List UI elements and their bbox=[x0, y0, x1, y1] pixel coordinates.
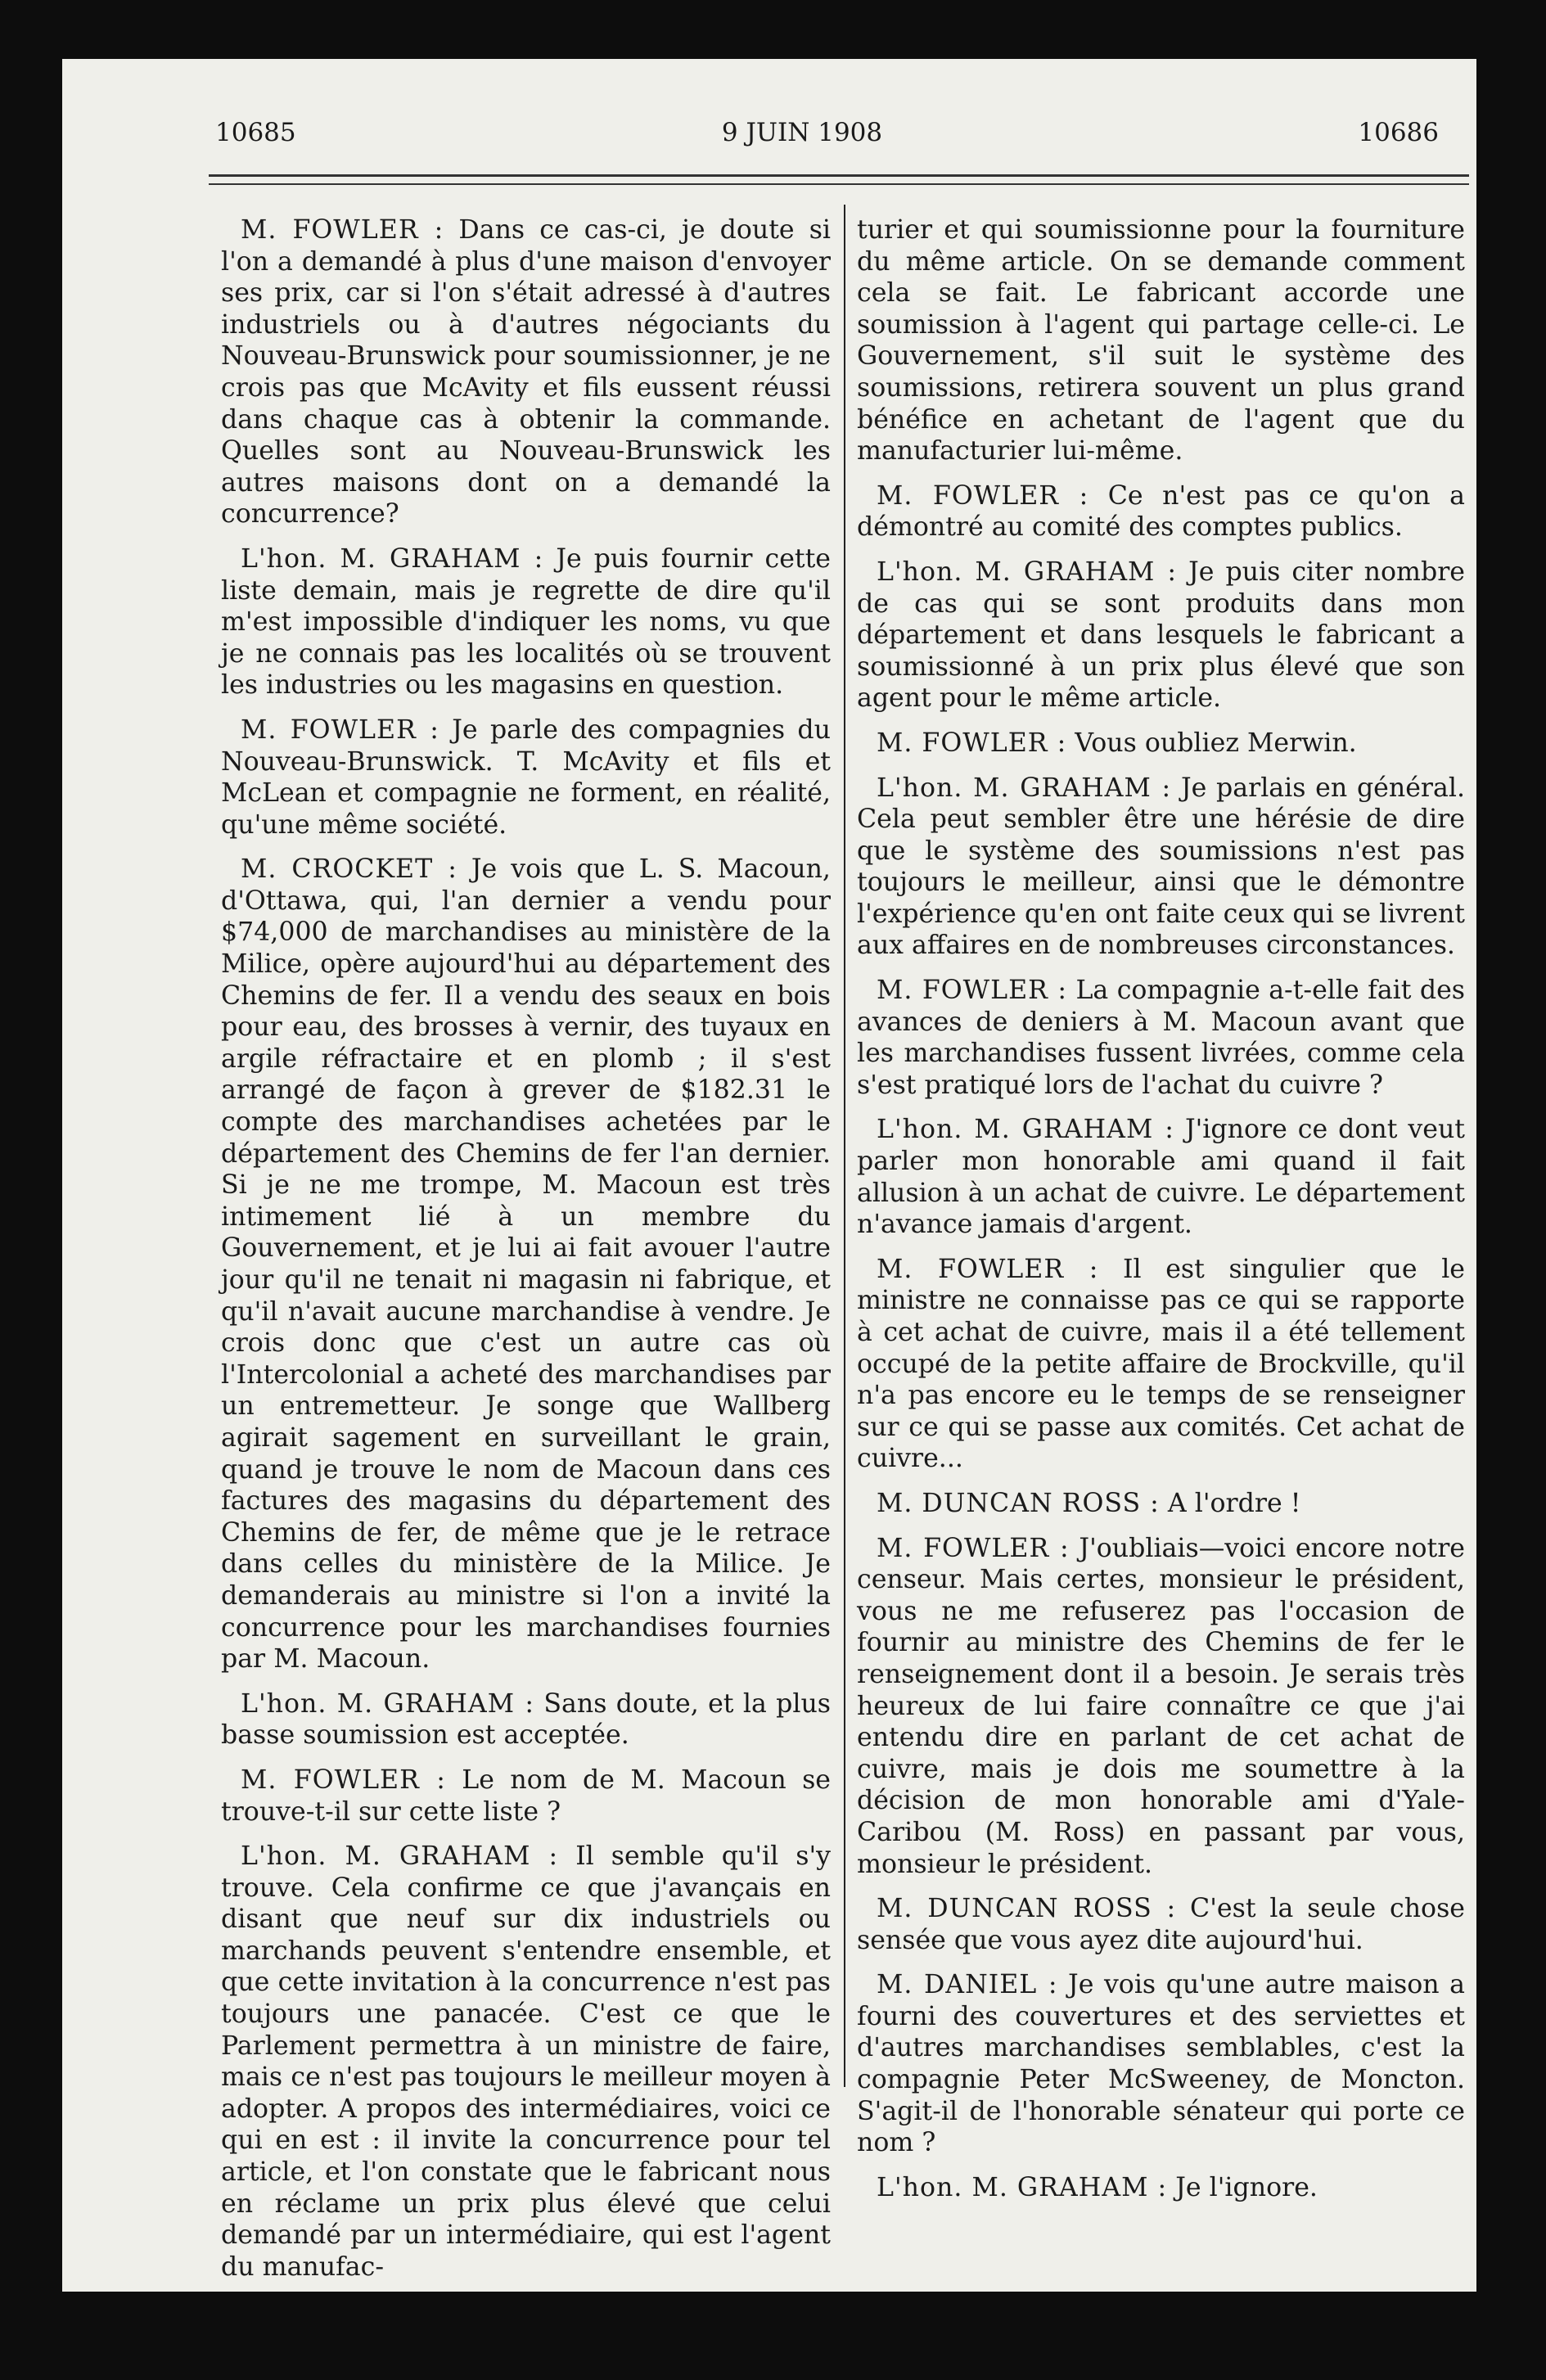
speaker-name: L'hon. M. GRAHAM : bbox=[241, 543, 544, 574]
paragraph-text: J'oubliais—voici encore notre censeur. Mais certes, monsieur le président, vous ne me refuserez pas l'occasion de fournir au ministre des Chemins de fer le renseignement dont il a besoin. Je serais très heureux de lui faire connaître ce que j'ai entendu dire en parlant de cet achat de cuivre, mais je dois me soumettre à la décision de mon honorable ami d'Yale-Caribou (M. Ross) en passant par vous, monsieur le président. bbox=[857, 1533, 1465, 1879]
paragraph-text: J'ignore ce dont veut parler mon honorable ami quand il fait allusion à un achat de cuivre. Le département n'avance jamais d'argent. bbox=[857, 1115, 1466, 1240]
paragraph-text: Sans doute, et la plus basse soumission est acceptée. bbox=[221, 1688, 832, 1751]
page-date: 9 JUIN 1908 bbox=[721, 118, 883, 147]
paragraph bbox=[221, 1841, 831, 2283]
paragraph bbox=[221, 854, 831, 1675]
speaker-name: M. FOWLER : bbox=[877, 480, 1089, 511]
speaker-name: L'hon. M. GRAHAM : bbox=[241, 1841, 559, 1872]
page-number-left: 10685 bbox=[215, 118, 296, 147]
paragraph bbox=[221, 1765, 831, 1828]
paragraph bbox=[221, 1688, 831, 1751]
speaker-name: M. FOWLER : bbox=[241, 1765, 446, 1795]
paragraph bbox=[857, 1969, 1465, 2159]
scan-border-bottom bbox=[0, 2292, 1546, 2380]
paragraph bbox=[221, 543, 831, 701]
speaker-name: M. FOWLER : bbox=[877, 976, 1068, 1006]
paragraph bbox=[857, 1533, 1465, 1881]
paragraph bbox=[857, 480, 1465, 543]
speaker-name: M. DUNCAN ROSS : bbox=[877, 1488, 1160, 1518]
paragraph-text: Le nom de M. Macoun se trouve-t-il sur cette liste ? bbox=[221, 1765, 831, 1827]
paragraph bbox=[221, 714, 831, 841]
speaker-name: L'hon. M. GRAHAM : bbox=[877, 773, 1172, 803]
paragraph bbox=[857, 1893, 1465, 1956]
paragraph-text: Je vois que L. S. Macoun, d'Ottawa, qui, l'an dernier a vendu pour $74,000 de marchandises au ministère de la Milice, opère aujourd'hui au département des Chemins de fer. Il a vendu des seaux en bois pour eau, des brosses à vernir, des tuyaux en argile réfractaire et en plomb ; il s'est arrangé de façon à grever de $182.31 le compte des marchandises achetées par le département des Chemins de fer l'an dernier. Si je ne me trompe, M. Macoun est très intimement lié à un membre du Gouvernement, et je lui ai fait avouer l'autre jour qu'il ne tenait ni magasin ni fabrique, et qu'il n'avait aucune marchandise à vendre. Je crois donc que c'est un autre cas où l'Intercolonial a acheté des marchandises par un entremetteur. Je songe que Wallberg agirait sagement en surveillant le grain, quand je trouve le nom de Macoun dans ces factures des magasins du département des Chemins de fer, de même que je le retrace dans celles du ministère de la Milice. Je demanderais au ministre si l'on a invité la concurrence pour les marchandises fournies par M. Macoun. bbox=[221, 854, 831, 1675]
paragraph bbox=[857, 1114, 1465, 1240]
left-column bbox=[221, 214, 831, 2296]
scan-border-left bbox=[0, 0, 62, 2380]
paragraph bbox=[857, 2172, 1465, 2204]
paragraph bbox=[857, 728, 1465, 760]
paragraph bbox=[857, 773, 1465, 962]
paragraph bbox=[857, 557, 1465, 714]
column-divider bbox=[844, 205, 845, 2087]
paragraph-text: Je l'ignore. bbox=[1175, 2172, 1318, 2202]
paragraph-text: Dans ce cas-ci, je doute si l'on a demandé à plus d'une maison d'envoyer ses prix, car si l'on s'était adressé à d'autres industriels ou à d'autres négociants du Nouveau-Brunswick pour soumissionner, je ne crois pas que McAvity et fils eussent réussi dans chaque cas à obtenir la commande. Quelles sont au Nouveau-Brunswick les autres maisons dont on a demandé la concurrence? bbox=[221, 215, 832, 530]
paragraph-text: Je vois qu'une autre maison a fourni des couvertures et des serviettes et d'autres marchandises semblables, c'est la compagnie Peter McSweeney, de Moncton. S'agit-il de l'honorable sénateur qui porte ce nom ? bbox=[857, 1970, 1465, 2158]
paragraph bbox=[857, 975, 1465, 1101]
paragraph-text: Vous oubliez Merwin. bbox=[1075, 728, 1357, 758]
speaker-name: L'hon. M. GRAHAM : bbox=[877, 557, 1178, 587]
header-rule-top bbox=[209, 174, 1469, 177]
page-header bbox=[151, 108, 1453, 149]
speaker-name: L'hon. M. GRAHAM : bbox=[877, 2172, 1168, 2202]
speaker-name: M. CROCKET : bbox=[241, 854, 457, 885]
speaker-name: M. FOWLER : bbox=[877, 728, 1067, 758]
speaker-name: M. FOWLER : bbox=[241, 215, 444, 245]
right-column bbox=[857, 214, 1465, 2216]
paragraph bbox=[857, 1254, 1465, 1475]
page-number-right: 10686 bbox=[1358, 118, 1439, 147]
speaker-name: M. FOWLER : bbox=[241, 714, 439, 745]
paragraph-text: Il est singulier que le ministre ne connaisse pas ce qui se rapporte à cet achat de cuivre, mais il a été tellement occupé de la petite affaire de Brockville, qu'il n'a pas encore eu le temps de se renseigner sur ce qui se passe aux comités. Cet achat de cuivre... bbox=[857, 1254, 1466, 1474]
speaker-name: L'hon. M. GRAHAM : bbox=[877, 1115, 1174, 1145]
paragraph-text: A l'ordre ! bbox=[1167, 1488, 1301, 1518]
paragraph-text: La compagnie a-t-elle fait des avances de deniers à M. Macoun avant que les marchandises fussent livrées, comme cela s'est pratiqué lors de l'achat du cuivre ? bbox=[857, 976, 1466, 1100]
paragraph-text: C'est la seule chose sensée que vous ayez dite aujourd'hui. bbox=[857, 1894, 1465, 1955]
paragraph-text: Ce n'est pas ce qu'on a démontré au comité des comptes publics. bbox=[857, 480, 1466, 543]
speaker-name: M. DANIEL : bbox=[877, 1970, 1058, 2000]
paragraph-text: Je parlais en général. Cela peut sembler être une hérésie de dire que le système des soumissions n'est pas toujours le meilleur, ainsi que le démontre l'expérience qu'en ont faite ceux qui se livrent aux affaires en de nombreuses circonstances. bbox=[857, 773, 1465, 961]
speaker-name: M. DUNCAN ROSS : bbox=[877, 1894, 1177, 1924]
paragraph-text: Je puis citer nombre de cas qui se sont produits dans mon département et dans lesquels le fabricant a soumissionné à un prix plus élevé que son agent pour le même article. bbox=[857, 557, 1466, 714]
speaker-name: M. FOWLER : bbox=[877, 1254, 1099, 1284]
scan-border-top bbox=[0, 0, 1546, 59]
paragraph-text: Je puis fournir cette liste demain, mais je regrette de dire qu'il m'est impossible d'indiquer les noms, vu que je ne connais pas les localités où se trouvent les industries ou les magasins en question. bbox=[221, 543, 831, 701]
paragraph-text: Il semble qu'il s'y trouve. Cela confirme ce que j'avançais en disant que neuf sur dix industriels ou marchands peuvent s'entendre ensemble, et que cette invitation à la concurrence n'est pas toujours une panacée. C'est ce que le Parlement permettra à un ministre de faire, mais ce n'est pas toujours le meilleur moyen à adopter. A propos des intermédiaires, voici ce qui en est : il invite la concurrence pour tel article, et l'on constate que le fabricant nous en réclame un prix plus élevé que celui demandé par un intermédiaire, qui est l'agent du manufac- bbox=[221, 1841, 831, 2282]
scan-border-right bbox=[1476, 0, 1546, 2380]
paragraph bbox=[857, 1488, 1465, 1520]
paragraph-text: turier et qui soumissionne pour la fourniture du même article. On se demande comment cela se fait. Le fabricant accorde une soumission à l'agent qui partage celle-ci. Le Gouvernement, s'il suit le système des soumissions, retirera souvent un plus grand bénéfice en achetant de l'agent que du manufacturier lui-même. bbox=[857, 215, 1465, 467]
speaker-name: L'hon. M. GRAHAM : bbox=[241, 1688, 535, 1719]
paragraph-continuation bbox=[857, 214, 1465, 467]
paragraph bbox=[221, 214, 831, 530]
header-rule-bottom bbox=[209, 183, 1469, 185]
paragraph-text: Je parle des compagnies du Nouveau-Brunswick. T. McAvity et fils et McLean et compagnie ne forment, en réalité, qu'une même société. bbox=[221, 714, 832, 840]
speaker-name: M. FOWLER : bbox=[877, 1533, 1070, 1563]
